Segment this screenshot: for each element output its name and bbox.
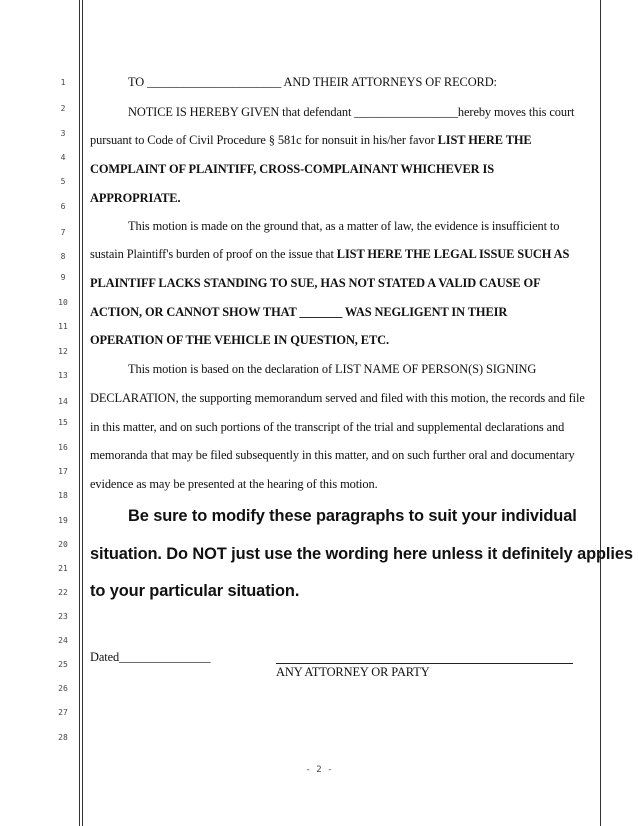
body-placeholder-text: COMPLAINT OF PLAINTIFF, CROSS-COMPLAINANT WHICHEVER IS — [90, 162, 495, 176]
body-line-ground: This motion is made on the ground that, as a matter of law, the evidence is insufficient to — [128, 219, 560, 233]
body-line: in this matter, and on such portions of the transcript of the trial and supplemental declarations and — [90, 420, 565, 434]
right-margin-rule — [600, 0, 601, 826]
line-number: 5 — [60, 177, 66, 186]
line-number: 27 — [58, 708, 68, 717]
body-placeholder-text: APPROPRIATE. — [90, 191, 181, 205]
line-number: 9 — [60, 273, 66, 282]
line-number: 17 — [58, 467, 68, 476]
body-line: evidence as may be presented at the hearing of this motion. — [90, 477, 378, 491]
body-line — [90, 247, 569, 262]
attorney-label: ANY ATTORNEY OR PARTY — [276, 665, 430, 679]
line-number: 26 — [58, 684, 68, 693]
line-number: 25 — [58, 660, 68, 669]
line-number: 28 — [58, 733, 68, 742]
body-line-notice: NOTICE IS HEREBY GIVEN that defendant _________________hereby moves this court — [128, 105, 575, 119]
line-number: 12 — [58, 347, 68, 356]
line-number: 7 — [60, 228, 66, 237]
dated-field: Dated_______________ — [90, 650, 211, 664]
body-line: memoranda that may be filed subsequently in this matter, and on such further oral and documentary — [90, 448, 575, 462]
body-placeholder-text: LIST HERE THE LEGAL ISSUE SUCH AS — [336, 247, 570, 261]
instruction-note: Be sure to modify these paragraphs to suit your individual — [128, 507, 577, 525]
line-number: 16 — [58, 443, 68, 452]
left-margin-rule-outer — [79, 0, 80, 826]
body-line: DECLARATION, the supporting memorandum served and filed with this motion, the records and file — [90, 391, 585, 405]
line-number: 19 — [58, 516, 68, 525]
line-number: 13 — [58, 371, 68, 380]
body-line-basis: This motion is based on the declaration of LIST NAME OF PERSON(S) SIGNING — [128, 362, 537, 376]
body-placeholder-text: LIST HERE THE — [437, 133, 532, 147]
line-number: 22 — [58, 588, 68, 597]
line-number: 6 — [60, 202, 66, 211]
line-number: 3 — [60, 129, 66, 138]
body-placeholder-text: ACTION, OR CANNOT SHOW THAT _______ WAS NEGLIGENT IN THEIR — [90, 305, 508, 319]
line-number: 20 — [58, 540, 68, 549]
body-line-recipients: TO ______________________ AND THEIR ATTORNEYS OF RECORD: — [128, 75, 497, 89]
line-number: 24 — [58, 636, 68, 645]
line-number: 18 — [58, 491, 68, 500]
line-number: 23 — [58, 612, 68, 621]
instruction-note: to your particular situation. — [90, 582, 300, 600]
line-number: 4 — [60, 153, 66, 162]
line-number: 10 — [58, 298, 68, 307]
body-text: sustain Plaintiff's burden of proof on the issue that — [90, 247, 337, 261]
body-text: pursuant to Code of Civil Procedure § 581c for nonsuit in his/her favor — [90, 133, 438, 147]
signature-line — [276, 663, 573, 664]
line-number: 11 — [58, 322, 68, 331]
body-placeholder-text: OPERATION OF THE VEHICLE IN QUESTION, ETC. — [90, 333, 389, 347]
line-number: 8 — [60, 252, 66, 261]
line-number: 15 — [58, 418, 68, 427]
line-number: 1 — [60, 78, 66, 87]
instruction-note: situation. Do NOT just use the wording here unless it definitely applies — [90, 545, 633, 563]
line-number: 2 — [60, 104, 66, 113]
page-number: - 2 - — [305, 765, 333, 775]
body-placeholder-text: PLAINTIFF LACKS STANDING TO SUE, HAS NOT STATED A VALID CAUSE OF — [90, 276, 541, 290]
body-line — [90, 133, 532, 148]
line-number: 14 — [58, 397, 68, 406]
left-margin-rule-inner — [82, 0, 83, 826]
line-number: 21 — [58, 564, 68, 573]
